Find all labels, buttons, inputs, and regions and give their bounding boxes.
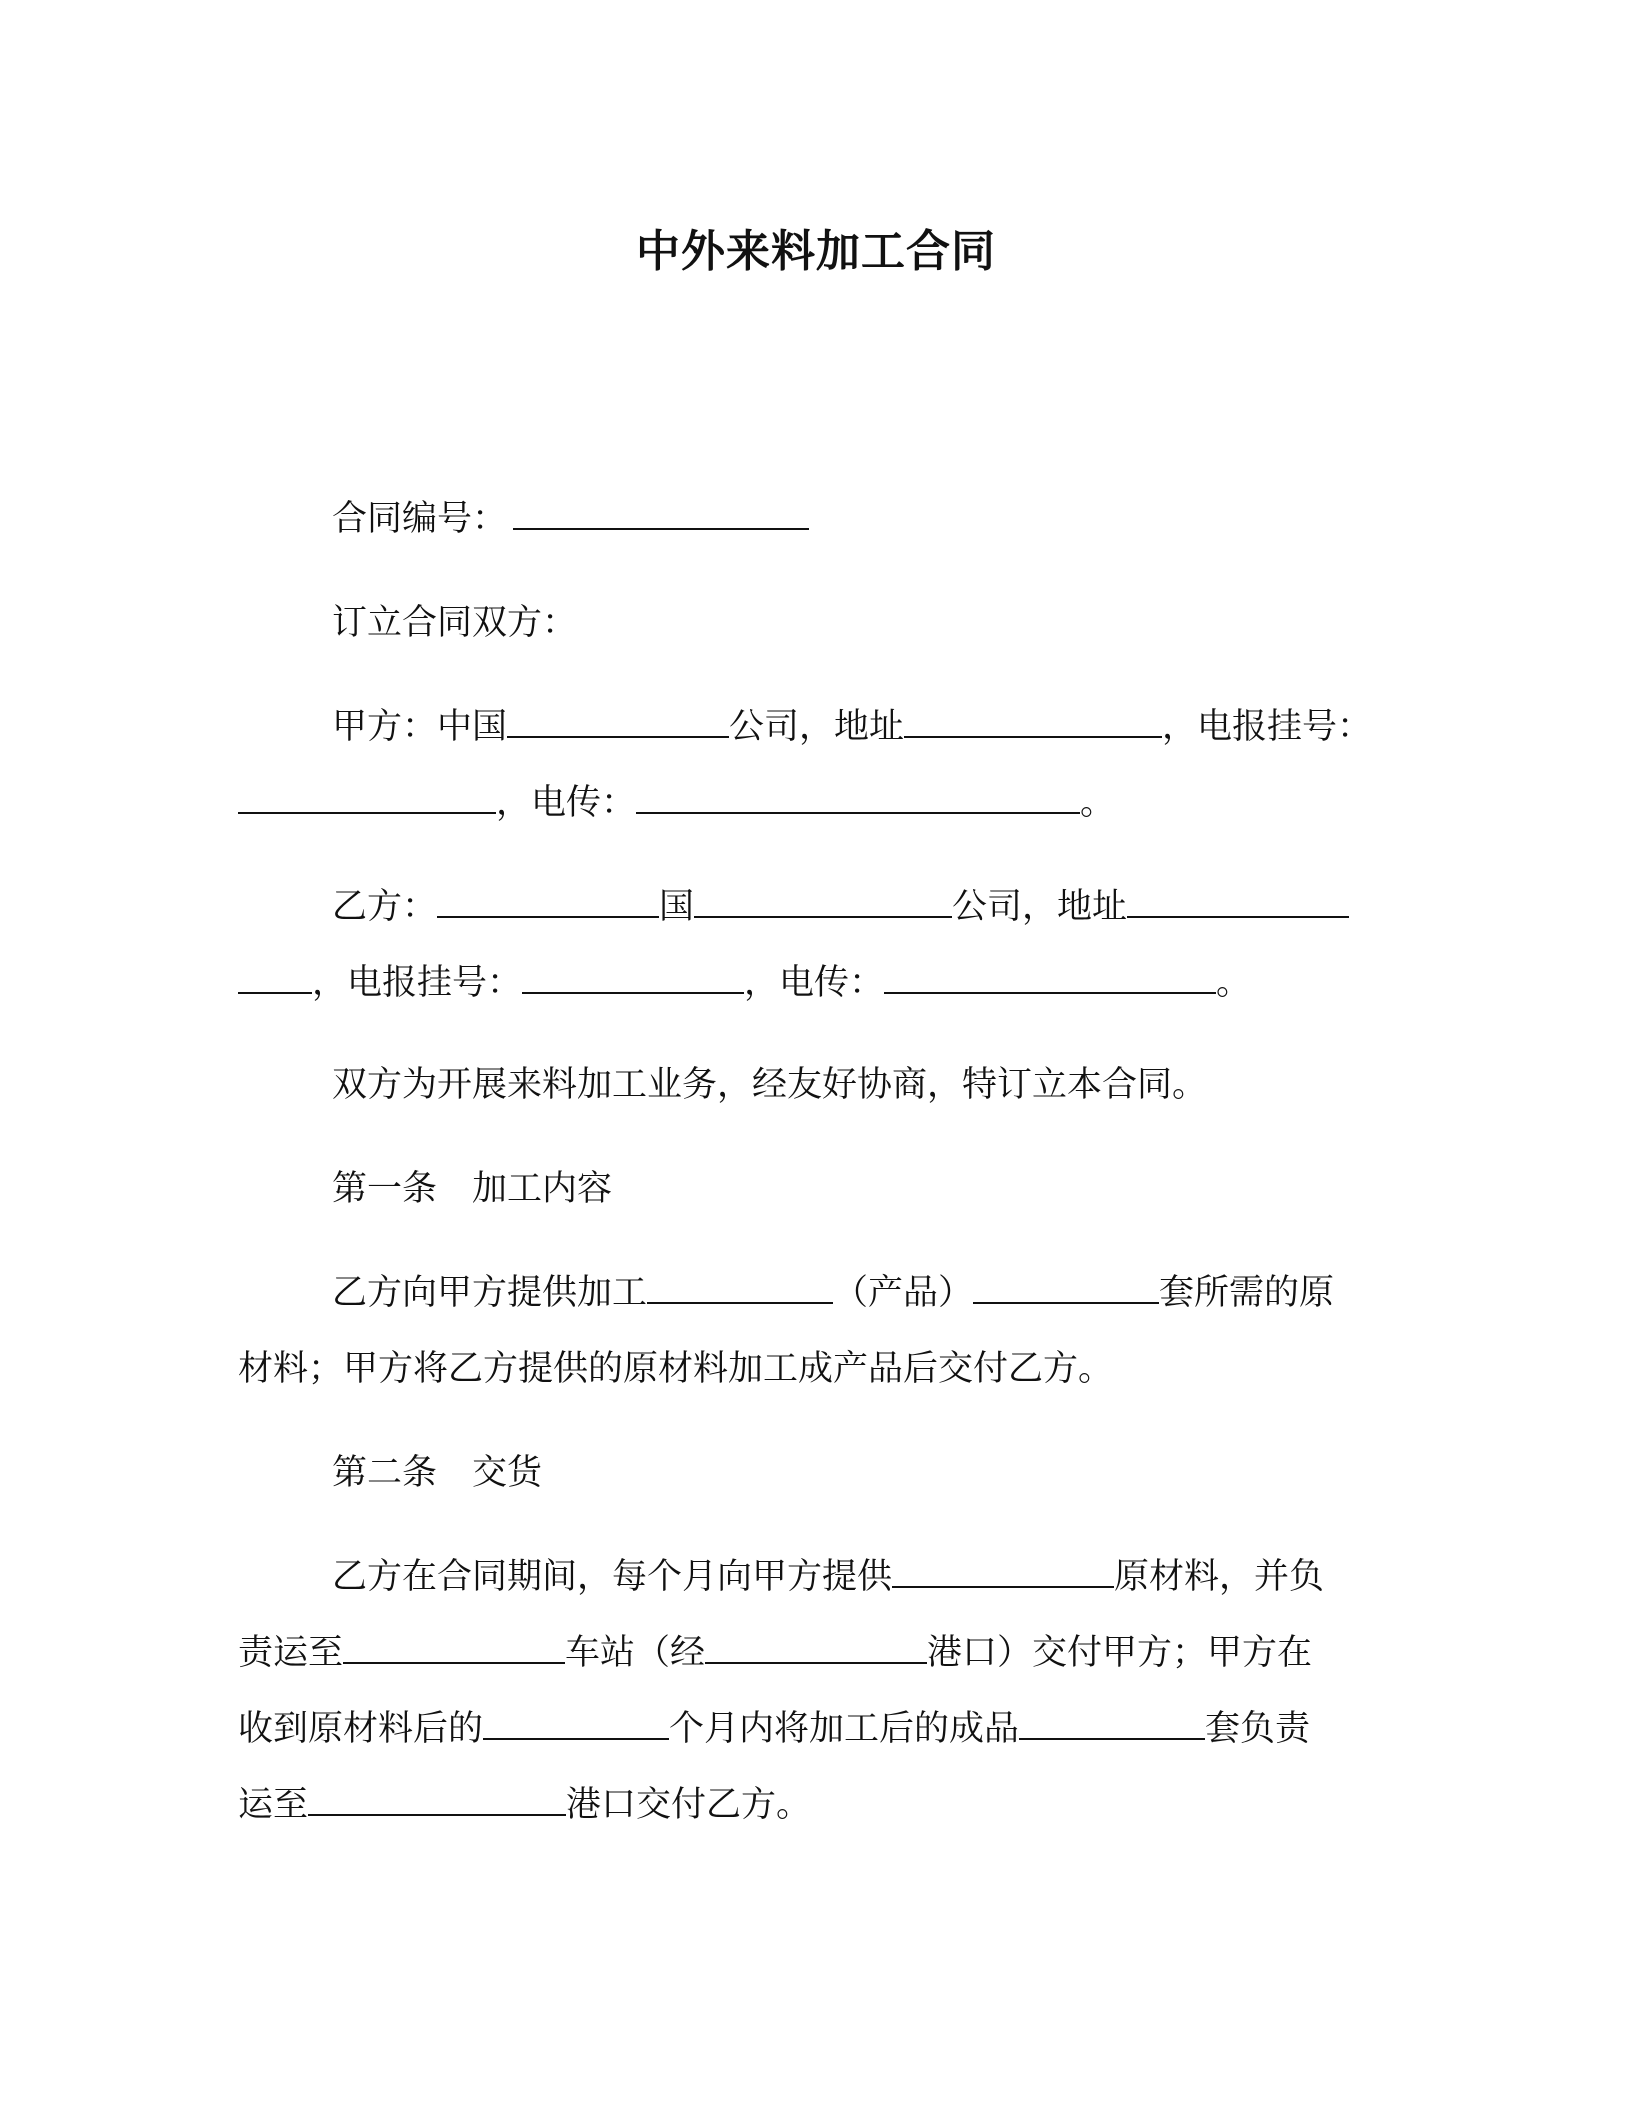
article-1-text-3: 套所需的原 (1159, 1273, 1335, 1313)
article-2-dest-port-blank (308, 1780, 566, 1816)
party-b-address-blank-cont (238, 958, 312, 994)
party-a-company-blank (507, 702, 729, 738)
party-a-text-1: 甲方：中国 (332, 707, 508, 747)
article-1-text-2: （产品） (833, 1273, 974, 1313)
article-2-port-blank (705, 1628, 927, 1664)
article-2-text-9: 运至 (238, 1785, 309, 1825)
party-b-company-blank (694, 882, 952, 918)
party-a-text-4: ，电传： (496, 783, 637, 823)
article-2-heading-text: 第二条 交货 (332, 1453, 543, 1493)
party-b-line-2 (238, 958, 1251, 1008)
party-a-cable-blank (238, 778, 496, 814)
party-b-telex-blank (884, 958, 1216, 994)
party-a-address-blank (904, 702, 1162, 738)
party-b-address-blank (1127, 882, 1349, 918)
party-a-telex-blank (636, 778, 1080, 814)
article-1-quantity-blank (973, 1268, 1159, 1304)
intro-text: 双方为开展来料加工业务，经友好协商，特订立本合同。 (332, 1065, 1208, 1105)
article-2-line-2 (238, 1628, 1312, 1678)
article-1-text-4: 材料；甲方将乙方提供的原材料加工成产品后交付乙方。 (238, 1349, 1114, 1389)
party-a-text-3: ，电报挂号： (1162, 707, 1373, 747)
party-b-text-2: 国 (659, 887, 695, 927)
article-2-line-1 (332, 1552, 1324, 1602)
article-2-text-8: 套负责 (1205, 1709, 1311, 1749)
parties-label: 订立合同双方： (332, 603, 578, 643)
article-2-text-3: 责运至 (238, 1633, 344, 1673)
article-1-heading-text: 第一条 加工内容 (332, 1169, 613, 1209)
party-b-text-4: ，电报挂号： (312, 963, 523, 1003)
article-2-text-2: 原材料，并负 (1114, 1557, 1325, 1597)
contract-number-line (332, 494, 809, 544)
party-a-line-1 (332, 702, 1372, 752)
article-2-text-6: 收到原材料后的 (238, 1709, 484, 1749)
party-b-line-1 (332, 882, 1349, 932)
article-2-text-1: 乙方在合同期间，每个月向甲方提供 (332, 1557, 893, 1597)
article-2-text-7: 个月内将加工后的成品 (669, 1709, 1020, 1749)
intro-line (332, 1060, 1207, 1110)
party-a-text-2: 公司，地址 (729, 707, 905, 747)
party-b-country-blank (437, 882, 659, 918)
party-a-text-5: 。 (1080, 783, 1116, 823)
article-2-text-5: 港口）交付甲方；甲方在 (927, 1633, 1313, 1673)
party-b-cable-blank (522, 958, 744, 994)
contract-number-label: 合同编号： (332, 499, 508, 539)
party-b-text-1: 乙方： (332, 887, 438, 927)
party-b-text-5: ，电传： (744, 963, 885, 1003)
parties-label-line (332, 598, 577, 648)
article-2-station-blank (343, 1628, 565, 1664)
article-2-text-4: 车站（经 (565, 1633, 706, 1673)
contract-number-blank (513, 494, 809, 530)
article-1-product-blank (647, 1268, 833, 1304)
article-2-sets-blank (1019, 1704, 1205, 1740)
article-2-months-blank (483, 1704, 669, 1740)
party-b-text-3: 公司，地址 (952, 887, 1128, 927)
article-2-heading (332, 1448, 542, 1498)
party-b-text-6: 。 (1216, 963, 1252, 1003)
article-2-line-4 (238, 1780, 811, 1830)
article-1-text-1: 乙方向甲方提供加工 (332, 1273, 648, 1313)
article-1-heading (332, 1164, 612, 1214)
article-2-line-3 (238, 1704, 1310, 1754)
article-1-line-2 (238, 1344, 1113, 1394)
party-a-line-2 (238, 778, 1115, 828)
document-title: 中外来料加工合同 (636, 226, 996, 277)
article-2-text-10: 港口交付乙方。 (566, 1785, 812, 1825)
article-1-line-1 (332, 1268, 1334, 1318)
article-2-material-blank (892, 1552, 1114, 1588)
